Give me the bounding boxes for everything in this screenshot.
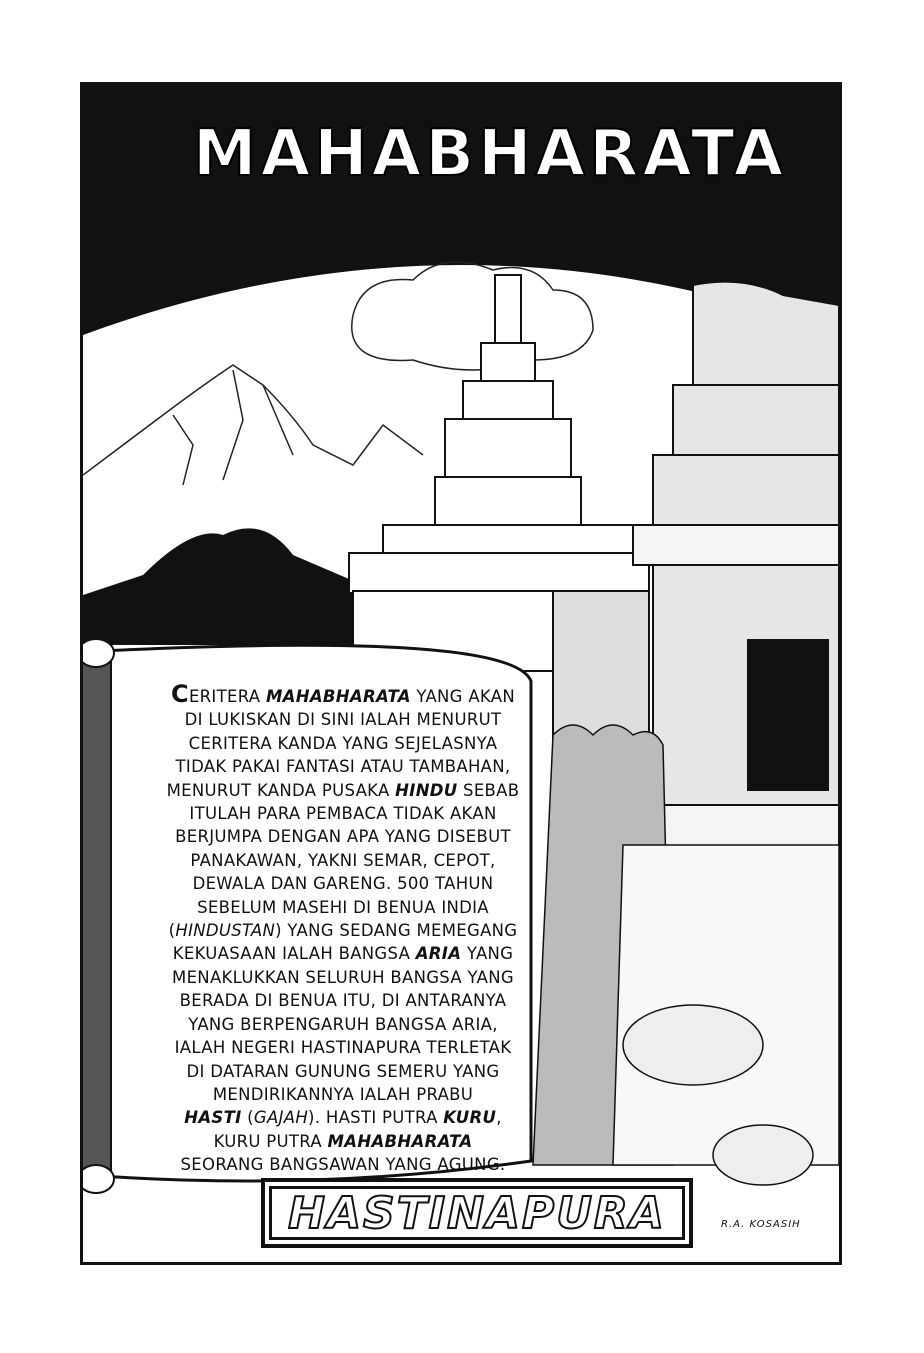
emphasized-text: ARIA xyxy=(415,944,462,964)
emphasized-text: MAHABHARATA xyxy=(265,687,411,706)
caption-line xyxy=(133,1036,553,1059)
caption-text: MENURUT KANDA PUSAKA xyxy=(166,780,396,800)
caption-line xyxy=(133,966,553,989)
artist-signature: R.A. KOSASIH xyxy=(721,1219,801,1230)
caption-text: ). HASTI PUTRA xyxy=(308,1108,444,1128)
emphasized-text: MAHABHARATA xyxy=(327,1131,473,1151)
caption-text: SEBAB xyxy=(457,780,520,800)
emphasized-text: HASTI xyxy=(184,1108,242,1128)
caption-text: YANG AKAN xyxy=(410,687,515,706)
caption-line xyxy=(133,708,553,731)
narration-caption xyxy=(133,680,553,1177)
caption-line xyxy=(133,1130,553,1153)
emphasized-text: GAJAH xyxy=(253,1108,309,1128)
caption-line xyxy=(133,732,553,755)
caption-text: PANAKAWAN, YAKNI SEMAR, CEPOT, xyxy=(190,850,496,870)
emphasized-text: HINDU xyxy=(395,780,458,800)
caption-line xyxy=(133,942,553,965)
emphasized-text: KURU xyxy=(443,1108,497,1128)
caption-text: ) YANG SEDANG MEMEGANG xyxy=(275,921,518,941)
caption-line xyxy=(133,849,553,872)
caption-line xyxy=(133,872,553,895)
caption-text: ITULAH PARA PEMBACA TIDAK AKAN xyxy=(189,804,497,824)
caption-line xyxy=(133,1083,553,1106)
caption-text: YANG BERPENGARUH BANGSA ARIA, xyxy=(188,1014,498,1034)
caption-text: KURU PUTRA xyxy=(213,1131,328,1151)
caption-text: TIDAK PAKAI FANTASI ATAU TAMBAHAN, xyxy=(175,757,511,777)
comic-title: MAHABHARATA xyxy=(192,117,788,191)
caption-text: SEORANG BANGSAWAN YANG AGUNG. xyxy=(180,1155,506,1175)
location-plaque xyxy=(261,1178,693,1248)
caption-line xyxy=(133,1106,553,1129)
caption-text: DI DATARAN GUNUNG SEMERU YANG xyxy=(186,1061,500,1081)
caption-line xyxy=(133,825,553,848)
caption-text: IALAH NEGERI HASTINAPURA TERLETAK xyxy=(174,1038,512,1058)
emphasized-text: HINDUSTAN xyxy=(175,921,276,941)
caption-text: ERITERA xyxy=(188,687,266,706)
caption-text: DEWALA DAN GARENG. 500 TAHUN xyxy=(192,874,494,894)
caption-line xyxy=(133,802,553,825)
caption-text: MENAKLUKKAN SELURUH BANGSA YANG xyxy=(172,967,514,987)
caption-line xyxy=(133,896,553,919)
scroll-roll xyxy=(81,651,111,1181)
caption-text: YANG xyxy=(461,944,514,964)
caption-line xyxy=(133,919,553,942)
caption-text: BERADA DI BENUA ITU, DI ANTARANYA xyxy=(179,991,507,1011)
caption-line xyxy=(133,989,553,1012)
caption-line xyxy=(133,755,553,778)
caption-text: ( xyxy=(168,921,176,941)
caption-text: , xyxy=(496,1108,502,1128)
caption-text: KEKUASAAN IALAH BANGSA xyxy=(172,944,416,964)
caption-text: MENDIRIKANNYA IALAH PRABU xyxy=(212,1084,474,1104)
caption-line xyxy=(133,779,553,802)
caption-text: SEBELUM MASEHI DI BENUA INDIA xyxy=(197,897,489,917)
comic-panel xyxy=(80,82,842,1265)
caption-text: BERJUMPA DENGAN APA YANG DISEBUT xyxy=(175,827,511,847)
caption-line xyxy=(133,1060,553,1083)
caption-text: ( xyxy=(241,1108,254,1128)
caption-line xyxy=(133,680,553,708)
location-name: HASTINAPURA xyxy=(288,1187,666,1239)
caption-text: DI LUKISKAN DI SINI IALAH MENURUT xyxy=(184,710,502,730)
caption-text: CERITERA KANDA YANG SEJELASNYA xyxy=(188,733,498,753)
caption-line xyxy=(133,1013,553,1036)
emphasized-text: C xyxy=(171,680,189,708)
caption-line xyxy=(133,1153,553,1176)
